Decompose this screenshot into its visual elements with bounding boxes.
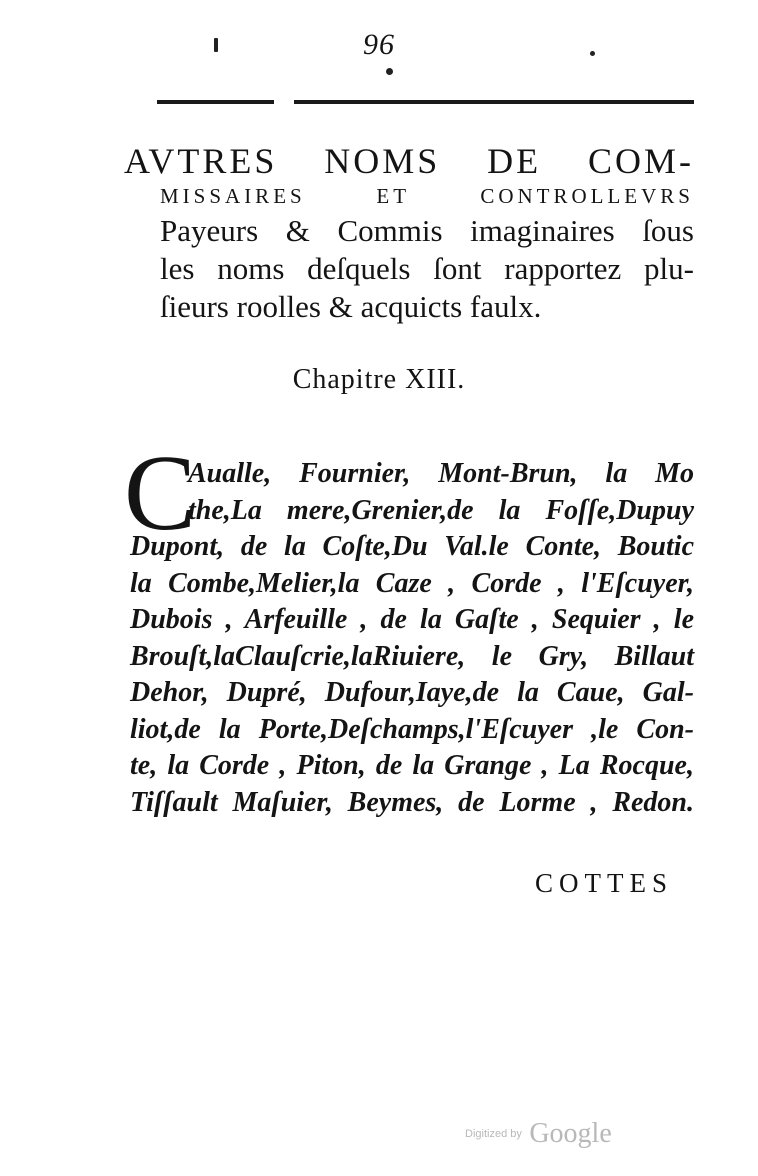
page-number: 96 <box>363 28 395 61</box>
names-line: the,La mere,Grenier,de la Foſſe,Dupuy <box>188 494 694 526</box>
ink-speck <box>590 51 595 56</box>
names-line: Brouſt,laClauſcrie,laRiuiere, le Gry, Billaut <box>130 640 694 672</box>
header-rule-left <box>157 100 274 104</box>
names-line: te, la Corde , Piton, de la Grange , La Rocque, <box>130 750 694 781</box>
drop-capital: C <box>124 434 197 553</box>
digitized-watermark <box>465 1118 612 1150</box>
names-line: Aualle, Fournier, Mont-Brun, la Mo <box>188 458 694 489</box>
ink-speck <box>386 68 393 75</box>
names-line: Dehor, Dupré, Dufour,Iaye,de la Caue, Gal- <box>130 677 694 708</box>
title-line: Payeurs & Commis imaginaires ſous <box>160 213 694 248</box>
title-line: les noms deſquels ſont rapportez plu- <box>160 251 694 286</box>
ink-speck <box>214 38 218 52</box>
google-logo: Google <box>529 1118 612 1149</box>
section-title: AVTRES NOMS DE COM- <box>124 141 694 181</box>
names-line: liot,de la Porte,Deſchamps,l'Eſcuyer ,le Con- <box>130 713 694 745</box>
names-line: la Combe,Melier,la Caze , Corde , l'Eſcuyer, <box>130 567 694 599</box>
catchword: COTTES <box>535 868 674 898</box>
watermark-caption: Digitized by <box>465 1128 522 1140</box>
title-line: ſieurs roolles & acquicts faulx. <box>160 289 542 324</box>
names-line: Tiſſault Maſuier, Beymes, de Lorme , Redon. <box>130 786 694 818</box>
header-rule-right <box>294 100 694 104</box>
names-line: Dubois , Arfeuille , de la Gaſte , Sequier , le <box>130 604 694 635</box>
names-paragraph <box>130 456 694 821</box>
title-body <box>160 212 694 326</box>
section-subtitle: MISSAIRES ET CONTROLLEVRS <box>160 184 694 208</box>
chapter-heading: Chapitre XIII. <box>292 364 466 395</box>
names-line: Dupont, de la Coſte,Du Val.le Conte, Boutic <box>130 531 694 562</box>
